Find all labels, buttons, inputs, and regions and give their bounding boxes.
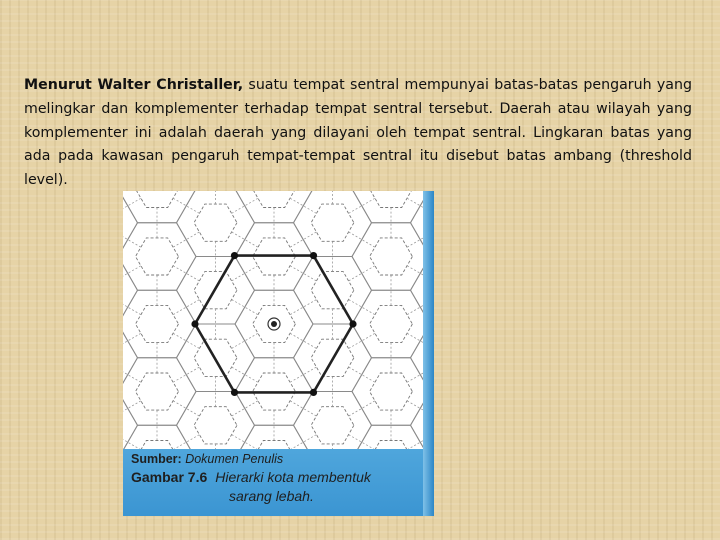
hex-connector <box>349 341 362 349</box>
hex-connector <box>232 367 245 375</box>
hex-connector <box>232 408 245 416</box>
hex-connector <box>290 240 303 248</box>
caption-line-1: Hierarki kota membentuk <box>215 469 371 485</box>
hex-connector <box>123 408 128 416</box>
hex-connector <box>186 232 199 240</box>
hex-connector <box>362 266 375 274</box>
hex-connector <box>245 401 258 409</box>
hex-connector <box>186 408 199 416</box>
hex-connector <box>290 442 303 449</box>
caption-source-value: Dokumen Penulis <box>185 452 284 466</box>
hex-connector <box>362 307 375 315</box>
hex-connector <box>349 206 362 214</box>
hex-connector <box>128 266 141 274</box>
hex-connector <box>232 273 245 281</box>
hex-connector <box>303 408 316 416</box>
hex-cell <box>352 191 423 223</box>
paragraph-lead: Menurut Walter Christaller, <box>24 77 244 93</box>
hex-connector <box>232 232 245 240</box>
hex-cell <box>294 392 372 450</box>
hex-connector <box>186 367 199 375</box>
hexagonal-network-icon <box>123 191 423 449</box>
hex-subcell <box>253 441 296 450</box>
hex-connector <box>123 341 128 349</box>
hex-connector <box>173 333 186 341</box>
hex-connector <box>232 341 245 349</box>
figure-caption <box>123 449 423 516</box>
hex-subcell <box>136 305 179 342</box>
hex-connector <box>290 333 303 341</box>
hex-connector <box>128 375 141 383</box>
hex-connector <box>128 401 141 409</box>
hex-connector <box>123 300 128 308</box>
hex-connector <box>290 401 303 409</box>
hex-connector <box>245 266 258 274</box>
hex-connector <box>186 273 199 281</box>
hex-connector <box>303 341 316 349</box>
hex-connector <box>123 435 128 443</box>
hex-subcell <box>136 373 179 410</box>
hex-cell <box>123 392 138 450</box>
hex-connector <box>173 198 186 206</box>
caption-line-2: sarang lebah. <box>229 488 314 504</box>
hex-cell <box>123 358 196 426</box>
hex-connector <box>303 273 316 281</box>
hex-connector <box>407 333 420 341</box>
hexagon-node <box>231 389 238 396</box>
hex-connector <box>349 435 362 443</box>
hex-connector <box>173 266 186 274</box>
hex-subcell <box>194 407 237 444</box>
hex-connector <box>232 206 245 214</box>
intro-paragraph <box>24 74 692 193</box>
hex-connector <box>303 232 316 240</box>
hex-connector <box>349 232 362 240</box>
hex-connector <box>303 367 316 375</box>
hex-connector <box>173 401 186 409</box>
hexagon-node <box>310 389 317 396</box>
hex-connector <box>303 206 316 214</box>
hex-connector <box>123 273 128 281</box>
hex-connector <box>303 435 316 443</box>
hex-connector <box>245 375 258 383</box>
hex-cell <box>123 290 196 358</box>
hex-connector <box>290 198 303 206</box>
hex-connector <box>362 198 375 206</box>
hex-connector <box>407 401 420 409</box>
hex-connector <box>173 307 186 315</box>
hex-connector <box>128 240 141 248</box>
hex-cell <box>123 324 138 392</box>
hex-cell <box>177 392 255 450</box>
figure-edge-strip <box>423 191 434 516</box>
caption-source <box>131 452 283 466</box>
hex-connector <box>173 375 186 383</box>
figure-central-place <box>123 191 434 516</box>
hex-cell <box>123 257 138 325</box>
hexagon-node <box>191 320 198 327</box>
hex-connector <box>128 307 141 315</box>
hex-connector <box>245 333 258 341</box>
hex-connector <box>245 307 258 315</box>
hex-connector <box>232 435 245 443</box>
hexagon-node <box>349 320 356 327</box>
caption-source-label: Sumber: <box>131 452 182 466</box>
hex-connector <box>407 375 420 383</box>
hex-connector <box>362 401 375 409</box>
hex-connector <box>123 232 128 240</box>
hex-connector <box>128 333 141 341</box>
hex-connector <box>128 198 141 206</box>
hex-subcell <box>370 441 413 450</box>
hex-subcell <box>136 441 179 450</box>
hex-cell <box>352 223 423 291</box>
hex-cell <box>411 324 424 392</box>
central-place-dot <box>271 321 277 327</box>
hex-connector <box>173 240 186 248</box>
hex-connector <box>245 198 258 206</box>
hex-cell <box>411 392 424 450</box>
hex-cell <box>123 191 196 223</box>
hex-connector <box>407 240 420 248</box>
hex-connector <box>186 206 199 214</box>
hex-connector <box>123 367 128 375</box>
hex-cell <box>123 223 196 291</box>
paragraph-body: suatu tempat sentral mempunyai batas-batas pengaruh yang melingkar dan komplementer terhadap tempat sentral tersebut. Daerah atau wilayah yang komplementer ini adalah daerah yang dilayani oleh tempat sentral. Lingkaran batas yang ada pada kawasan pengaruh tempat-tempat sentral itu disebut batas ambang (threshold level). <box>24 77 692 189</box>
hex-subcell <box>136 238 179 275</box>
hex-subcell <box>311 204 354 241</box>
caption-title <box>131 469 371 485</box>
hex-connector <box>232 300 245 308</box>
hex-cell <box>235 425 313 449</box>
hex-connector <box>290 266 303 274</box>
caption-number: Gambar 7.6 <box>131 469 208 485</box>
hex-connector <box>362 240 375 248</box>
hexagon-diagram-image <box>123 191 423 449</box>
hex-connector <box>173 442 186 449</box>
hex-connector <box>290 307 303 315</box>
hex-connector <box>303 300 316 308</box>
hex-connector <box>407 307 420 315</box>
hex-connector <box>407 442 420 449</box>
hex-subcell <box>370 238 413 275</box>
hex-subcell <box>194 204 237 241</box>
hex-connector <box>362 333 375 341</box>
hexagon-node <box>310 252 317 259</box>
hex-connector <box>349 408 362 416</box>
hex-connector <box>245 442 258 449</box>
hex-subcell <box>370 373 413 410</box>
hex-subcell <box>253 191 296 208</box>
hex-connector <box>186 435 199 443</box>
hex-connector <box>349 300 362 308</box>
hex-cell <box>235 191 313 223</box>
hex-connector <box>186 300 199 308</box>
hex-connector <box>123 206 128 214</box>
hex-connector <box>245 240 258 248</box>
hex-connector <box>362 375 375 383</box>
hex-cell <box>411 257 424 325</box>
hex-subcell <box>136 191 179 208</box>
hex-connector <box>186 341 199 349</box>
hex-connector <box>128 442 141 449</box>
hex-connector <box>349 273 362 281</box>
hex-connector <box>349 367 362 375</box>
hex-connector <box>407 266 420 274</box>
hex-connector <box>362 442 375 449</box>
hexagon-node <box>231 252 238 259</box>
hex-subcell <box>370 305 413 342</box>
hex-connector <box>290 375 303 383</box>
hex-subcell <box>311 407 354 444</box>
hex-connector <box>407 198 420 206</box>
hex-subcell <box>370 191 413 208</box>
